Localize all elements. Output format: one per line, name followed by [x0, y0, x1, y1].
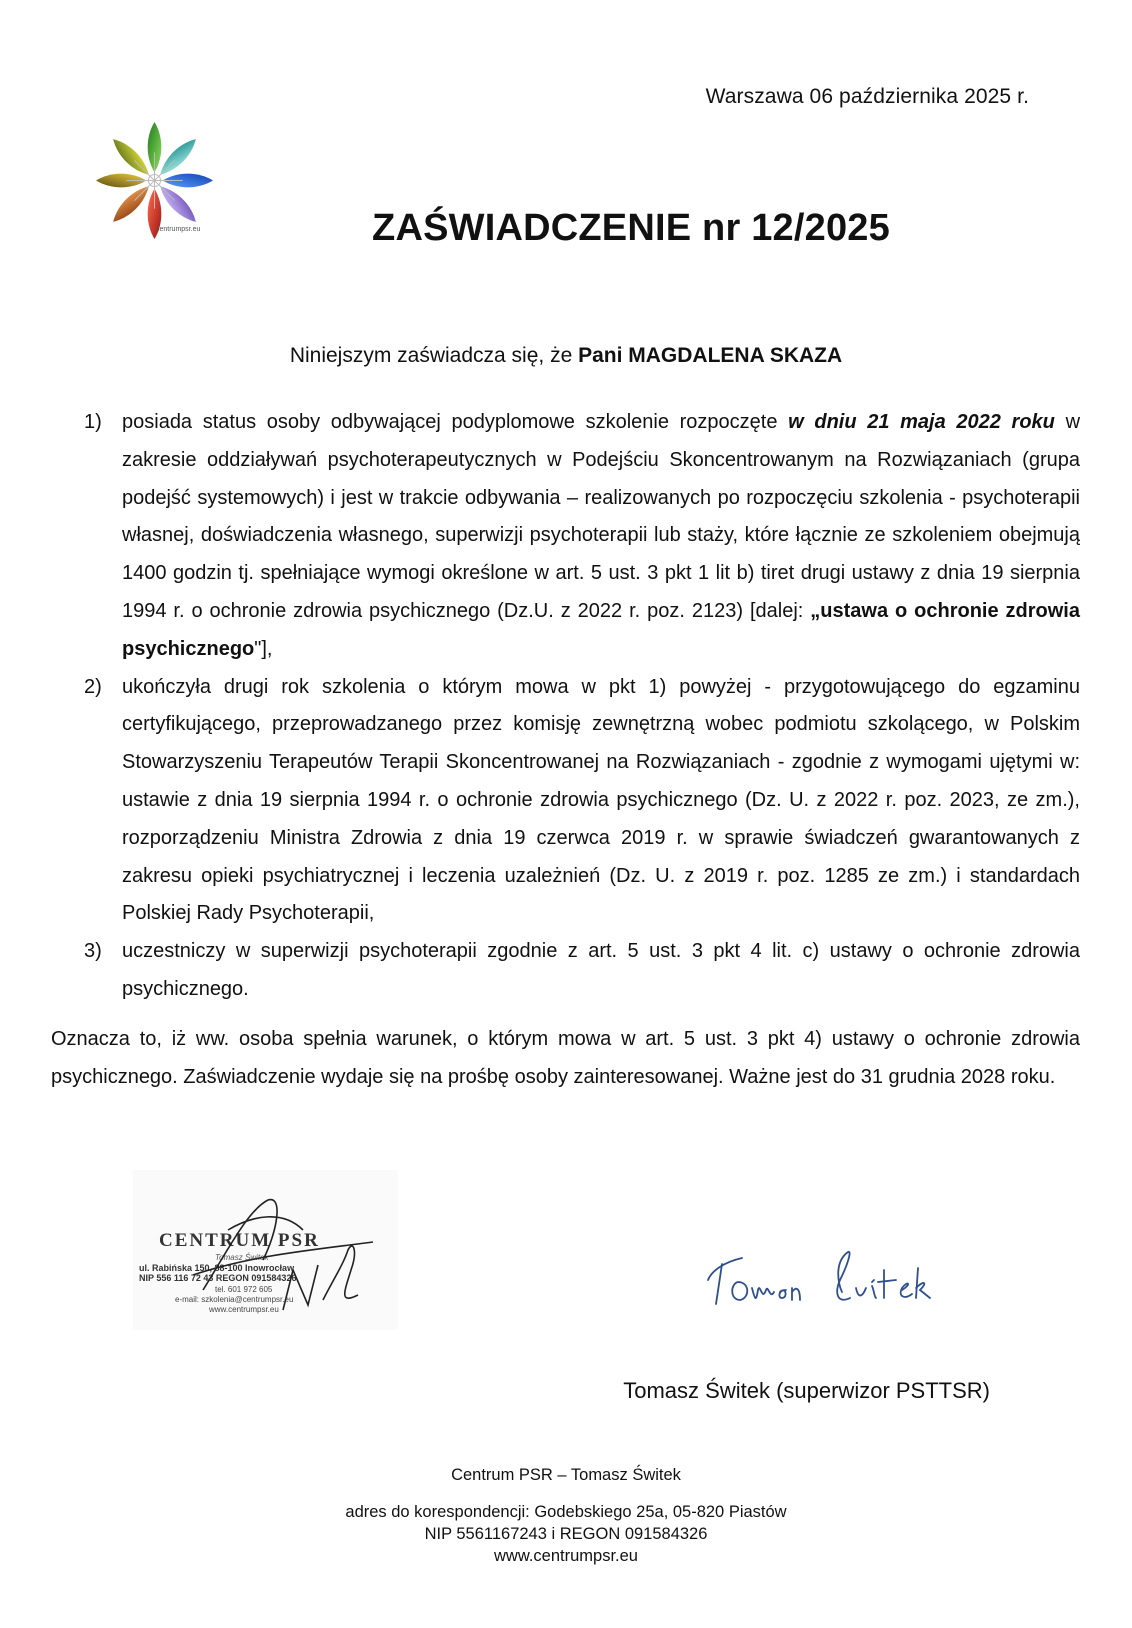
handwritten-signature	[700, 1240, 990, 1320]
logo-caption: centrumpsr.eu	[156, 226, 201, 233]
svg-text:NIP 556 116 72 43 REGON 09158: NIP 556 116 72 43 REGON 091584326	[139, 1273, 297, 1283]
svg-text:Tomasz Świtek: Tomasz Świtek	[215, 1253, 269, 1262]
signer-name-title: Tomasz Świtek (superwizor PSTTSR)	[623, 1378, 990, 1403]
conclusion-paragraph: Oznacza to, iż ww. osoba spełnia warunek, o którym mowa w art. 5 ust. 3 pkt 4) ustawy o ochronie zdrowia psychicznego. Zaświadczenie wydaje się na prośbę osoby zainteresowanej. Ważne jest do 31 grudnia 2028 roku.	[51, 1028, 1080, 1088]
point-1	[84, 404, 1080, 669]
stamp-name: CENTRUM PSR	[159, 1230, 320, 1251]
point-text: uczestniczy w superwizji psychoterapii zgodnie z art. 5 ust. 3 pkt 4 lit. c) ustawy o ochronie zdrowia psychicznego.	[122, 940, 1080, 1000]
document-date: Warszawa 06 października 2025 r.	[705, 85, 1029, 108]
stamp-icon	[133, 1170, 398, 1330]
footer-website[interactable]: www.centrumpsr.eu	[494, 1547, 638, 1565]
point-text: "],	[254, 637, 273, 660]
svg-text:www.centrumpsr.eu: www.centrumpsr.eu	[209, 1305, 279, 1314]
point-text: posiada status osoby odbywającej podyplomowe szkolenie rozpoczęte	[122, 411, 789, 433]
company-stamp	[133, 1170, 398, 1330]
svg-text:tel. 601 972 605: tel. 601 972 605	[215, 1285, 273, 1294]
start-date-emphasis: w dniu 21 maja 2022 roku	[788, 411, 1055, 433]
svg-text:ul. Rabińska 150, 88-100 Inowr: ul. Rabińska 150, 88-100 Inowrocław	[139, 1263, 295, 1273]
intro-prefix: Niniejszym zaświadcza się, że	[289, 344, 579, 367]
point-2	[84, 669, 1080, 934]
intro-line	[0, 344, 1132, 368]
certification-points	[84, 404, 1080, 1009]
signature-icon	[700, 1240, 990, 1320]
footer-tax-ids: NIP 5561167243 i REGON 091584326	[424, 1525, 708, 1543]
footer-company: Centrum PSR – Tomasz Świtek	[451, 1466, 681, 1484]
footer-address: adres do korespondencji: Godebskiego 25a, 05-820 Piastów	[345, 1503, 787, 1521]
point-number: 1)	[84, 411, 102, 433]
recipient-name: Pani MAGDALENA SKAZA	[578, 344, 843, 367]
svg-text:e-mail: szkolenia@centrumpsr.e: e-mail: szkolenia@centrumpsr.eu	[175, 1295, 294, 1304]
document-title: ZAŚWIADCZENIE nr 12/2025	[372, 207, 890, 249]
point-text: w zakresie oddziaływań psychoterapeutycznych w Podejściu Skoncentrowanym na Rozwiązaniach (grupa podejść systemowych) i jest w trakcie odbywania – realizowanych po rozpoczęciu szkolenia - psychoterapii własnej, doświadczenia własnego, superwizji psychoterapii lub staży, które łącznie ze szkoleniem obejmują 1400 godzin tj. spełniające wymogi określone w art. 5 ust. 3 pkt 1 lit b) tiret drugi ustawy z dnia 19 sierpnia 1994 r. o ochronie zdrowia psychicznego (Dz.U. z 2022 r. poz. 2123) [dalej:	[122, 411, 1081, 622]
defined-term: „ustawa o ochronie zdrowia psychicznego	[122, 599, 1080, 660]
point-number: 3)	[84, 940, 102, 963]
point-number: 2)	[84, 675, 102, 698]
point-3	[84, 933, 1080, 1009]
point-text: ukończyła drugi rok szkolenia o którym mowa w pkt 1) powyżej - przygotowującego do egzaminu certyfikującego, przeprowadzanego przez komisję zewnętrzną wobec podmiotu szkolącego, w Polskim Stowarzyszeniu Terapeutów Terapii Skoncentrowanej na Rozwiązaniach - zgodnie z wymogami ujętymi w: ustawie z dnia 19 sierpnia 1994 r. o ochronie zdrowia psychicznego (Dz. U. z 2022 r. poz. 2023, ze zm.), rozporządzeniu Ministra Zdrowia z dnia 19 czerwca 2019 r. w sprawie świadczeń gwarantowanych z zakresu opieki psychiatrycznej i leczenia uzależnień (Dz. U. z 2019 r. poz. 1285 ze zm.) i standardach Polskiej Rady Psychoterapii,	[122, 675, 1080, 925]
